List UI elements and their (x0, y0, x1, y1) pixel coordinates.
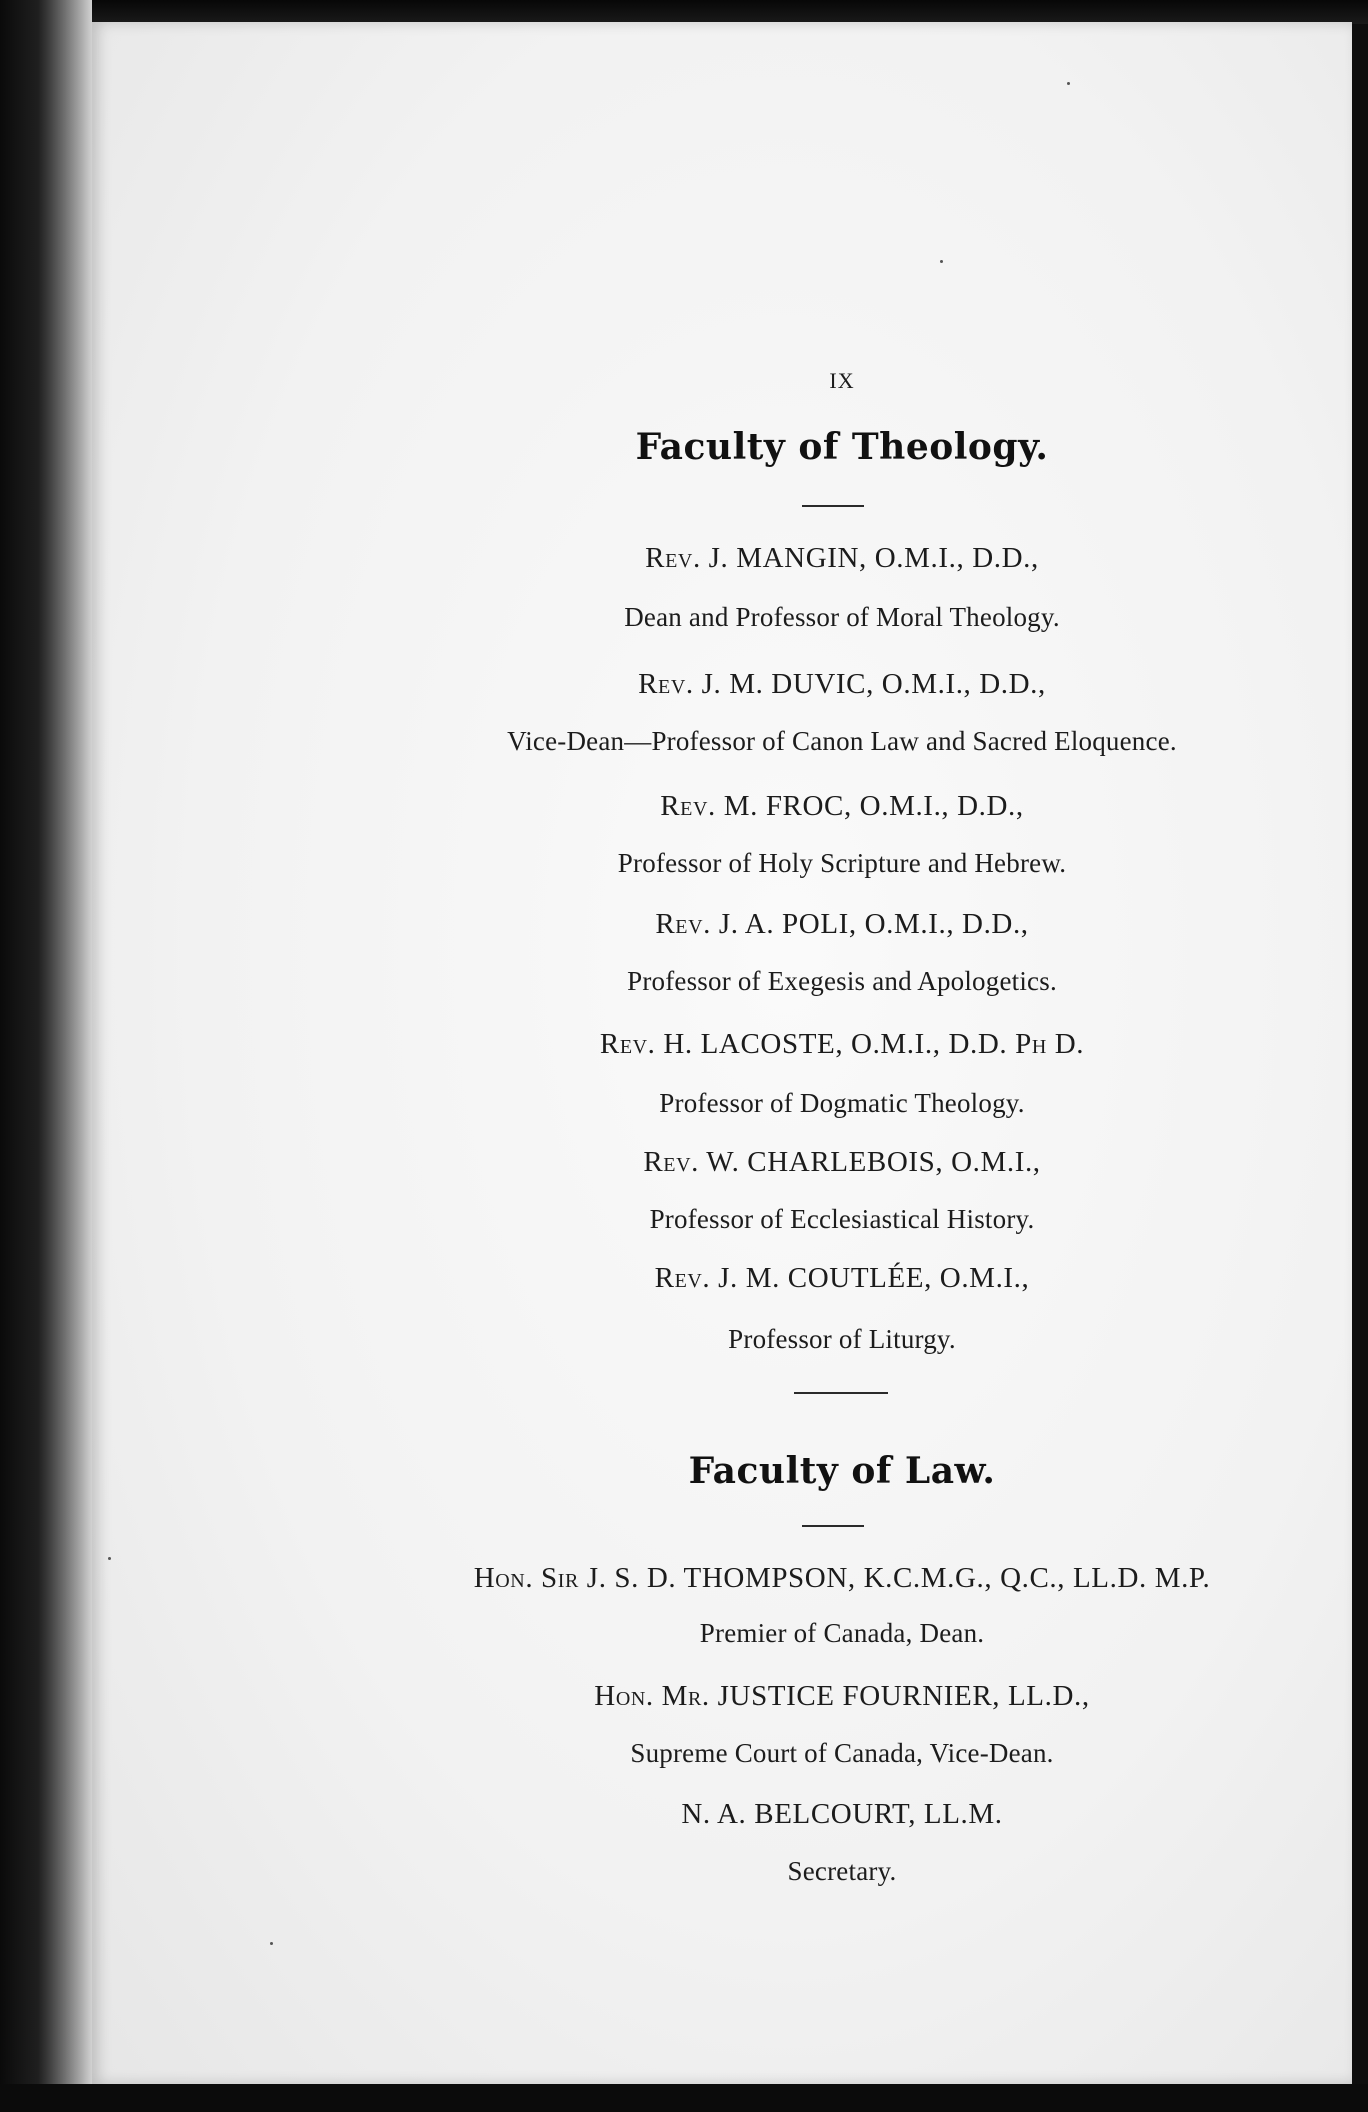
paper-speck (1067, 82, 1070, 85)
law-member-role: Supreme Court of Canada, Vice-Dean. (630, 1738, 1054, 1768)
theology-member-name: Rev. M. FROC, O.M.I., D.D., (660, 790, 1024, 822)
theology-heading: Faculty of Theology. (635, 426, 1049, 468)
book-spine (0, 0, 92, 2112)
theology-member-name: Rev. J. A. POLI, O.M.I., D.D., (655, 908, 1029, 940)
law-member-name: N. A. BELCOURT, LL.M. (681, 1798, 1003, 1830)
page-number: IX (829, 368, 855, 393)
theology-member-role: Professor of Liturgy. (728, 1324, 956, 1354)
paper-speck (108, 1557, 111, 1560)
scan-bottom-edge (0, 2084, 1368, 2112)
theology-member-role: Professor of Dogmatic Theology. (659, 1088, 1025, 1118)
theology-member-name: Rev. J. M. COUTLÉE, O.M.I., (654, 1262, 1030, 1294)
theology-member-name: Rev. J. M. DUVIC, O.M.I., D.D., (638, 668, 1046, 700)
theology-heading-rule (802, 505, 864, 507)
theology-member-role: Professor of Ecclesiastical History. (649, 1204, 1035, 1234)
theology-member-role: Dean and Professor of Moral Theology. (624, 602, 1060, 632)
section-divider (794, 1392, 888, 1394)
paper-speck (940, 260, 943, 263)
law-member-role: Premier of Canada, Dean. (699, 1618, 985, 1648)
law-member-name: Hon. Sir J. S. D. THOMPSON, K.C.M.G., Q.C., LL.D. M.P. (473, 1562, 1211, 1594)
theology-member-name: Rev. J. MANGIN, O.M.I., D.D., (645, 542, 1039, 574)
scan-top-edge (0, 0, 1368, 24)
theology-member-name: Rev. W. CHARLEBOIS, O.M.I., (643, 1146, 1041, 1178)
theology-member-role: Professor of Exegesis and Apologetics. (627, 966, 1057, 996)
theology-member-role: Professor of Holy Scripture and Hebrew. (617, 848, 1067, 878)
law-heading: Faculty of Law. (688, 1450, 996, 1492)
book-page (92, 22, 1352, 2084)
theology-member-role: Vice-Dean—Professor of Canon Law and Sacred Eloquence. (507, 726, 1177, 756)
page-content (392, 22, 1292, 2022)
paper-speck (270, 1942, 273, 1945)
theology-member-name: Rev. H. LACOSTE, O.M.I., D.D. Ph D. (599, 1028, 1085, 1060)
law-heading-rule (802, 1525, 864, 1527)
law-member-name: Hon. Mr. JUSTICE FOURNIER, LL.D., (594, 1680, 1090, 1712)
law-member-role: Secretary. (787, 1856, 897, 1886)
